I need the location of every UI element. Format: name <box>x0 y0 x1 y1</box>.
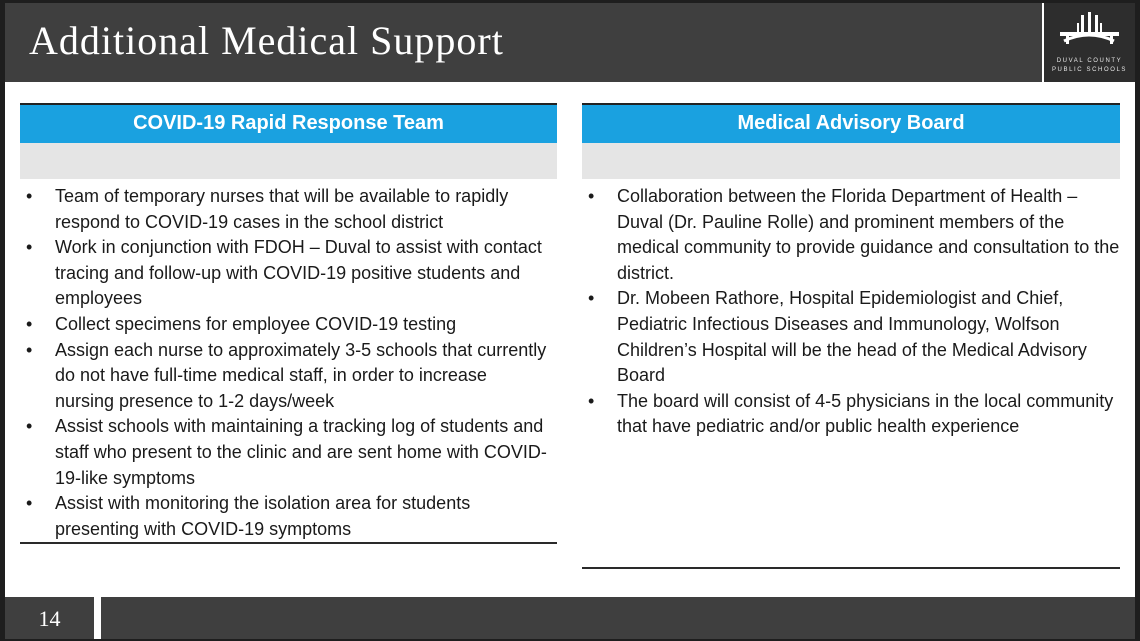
bullet-item: • Dr. Mobeen Rathore, Hospital Epidemiologist and Chief, Pediatric Infectious Diseases and Immunology, Wolfson Children’s Hospital will be the head of the Medical Advisory Board <box>582 286 1120 388</box>
medical-advisory-bullet-list <box>582 184 1120 440</box>
bullet-item: • Assign each nurse to approximately 3-5 schools that currently do not have full-time medical staff, in order to increase nursing presence to 1-2 days/week <box>20 338 550 415</box>
bullet-item: • The board will consist of 4-5 physicians in the local community that have pediatric and/or public health experience <box>582 389 1120 440</box>
title-bar <box>5 3 1042 82</box>
duval-county-public-schools-logo <box>1044 3 1135 82</box>
page-number: 14 <box>5 597 94 639</box>
bullet-item: • Collaboration between the Florida Department of Health – Duval (Dr. Pauline Rolle) and prominent members of the medical community to provide guidance and consultation to the district. <box>582 184 1120 286</box>
bullet-item: • Collect specimens for employee COVID-19 testing <box>20 312 550 338</box>
bullet-item: • Assist with monitoring the isolation area for students presenting with COVID-19 symptoms <box>20 491 550 542</box>
bullet-item: • Work in conjunction with FDOH – Duval to assist with contact tracing and follow-up with COVID-19 positive students and employees <box>20 235 550 312</box>
rapid-response-heading: COVID-19 Rapid Response Team <box>20 103 557 143</box>
right-grey-band <box>582 143 1120 179</box>
slide-title: Additional Medical Support <box>29 18 504 63</box>
bridge-logo-icon <box>1044 3 1135 63</box>
left-bottom-rule <box>20 542 557 544</box>
bullet-item: • Assist schools with maintaining a tracking log of students and staff who present to the clinic and are sent home with COVID-19-like symptoms <box>20 414 550 491</box>
logo-text-line2: PUBLIC SCHOOLS <box>1051 67 1128 73</box>
left-grey-band <box>20 143 557 179</box>
bullet-item: • Team of temporary nurses that will be available to rapidly respond to COVID-19 cases in the school district <box>20 184 550 235</box>
logo-text-line1: DUVAL COUNTY <box>1056 58 1123 64</box>
medical-advisory-heading: Medical Advisory Board <box>582 103 1120 143</box>
footer-bar <box>101 597 1135 639</box>
right-bottom-rule <box>582 567 1120 569</box>
slide <box>5 3 1135 639</box>
rapid-response-bullet-list <box>20 184 550 542</box>
